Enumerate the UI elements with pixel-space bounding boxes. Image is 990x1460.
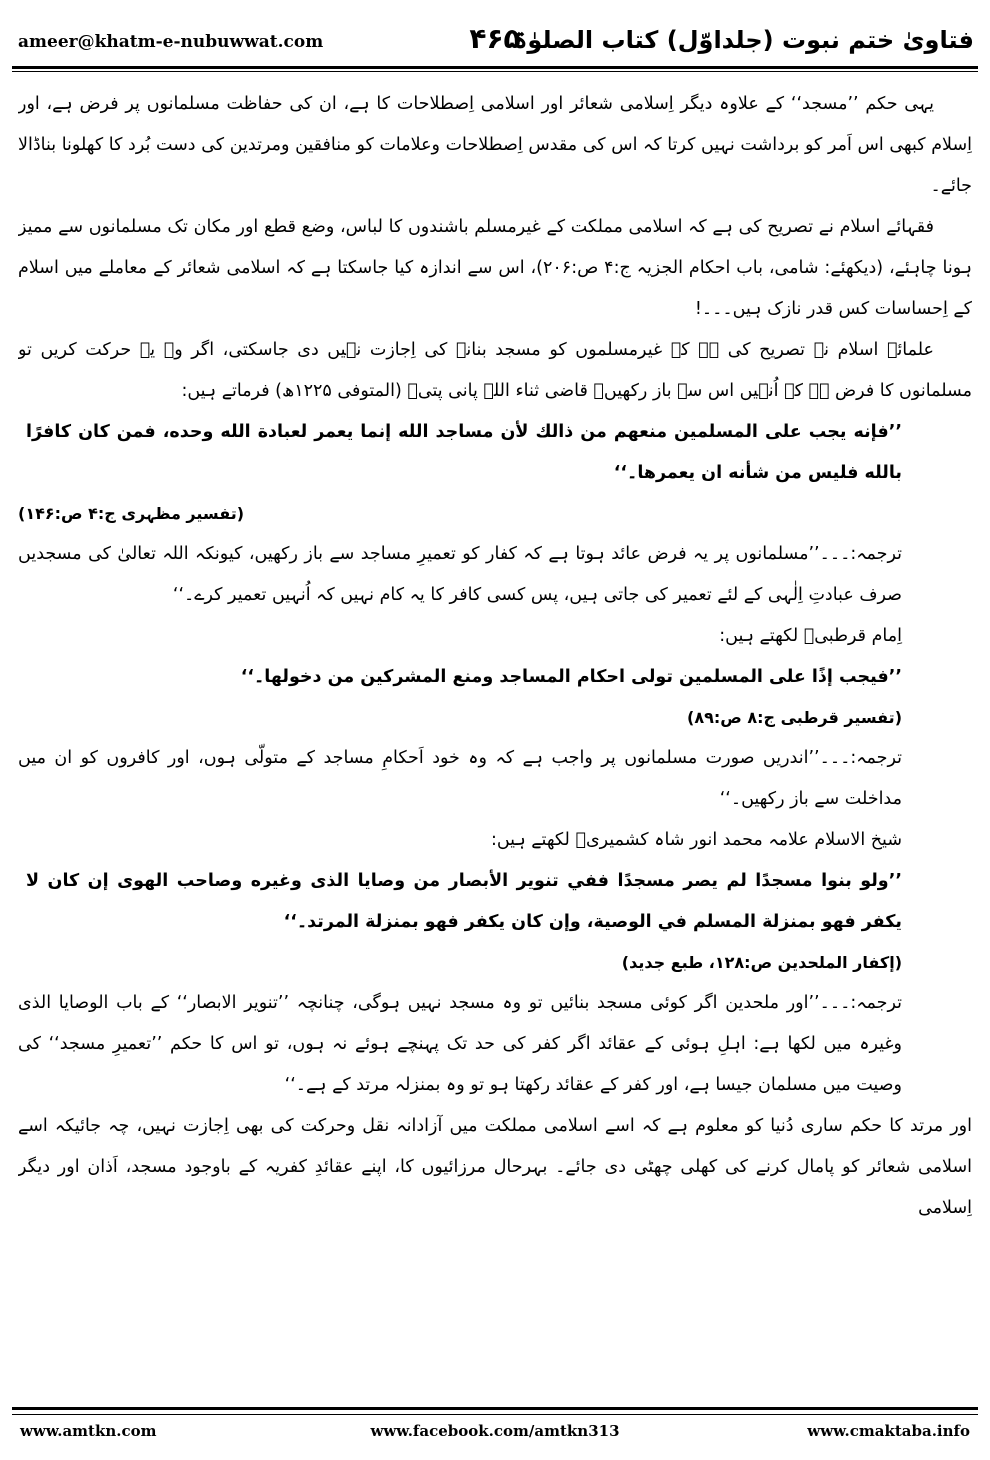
- book-title: فتاویٰ ختم نبوت (جلداوّل) کتاب الصلوٰۃ: [513, 26, 974, 54]
- footer-link-amtkn[interactable]: www.amtkn.com: [20, 1422, 157, 1440]
- translation-3: ترجمہ:۔۔۔’’اور ملحدین اگر کوئی مسجد بنائیں تو وہ مسجد نہیں ہوگی، چنانچہ ’’تنویر الابصار‘‘ کے باب الوصایا الذی وغیرہ میں لکھا ہے: اہلِ ہوئی کے عقائد اگر کفر کی حد تک پہنچے ہوئے نہ ہوں، تو اس کا حکم ’’تعمیرِ مسجد‘‘ کی وصیت میں مسلمان جیسا ہے، اور کفر کے عقائد رکھتا ہو تو وہ بمنزلہ مرتد کے ہے۔‘‘: [18, 993, 902, 1095]
- translation-2: ترجمہ:۔۔۔’’اندریں صورت مسلمانوں پر واجب ہے کہ وہ خود اَحکامِ مساجد کے متولّی ہوں، اور کافروں کو ان میں مداخلت سے باز رکھیں۔‘‘: [18, 748, 902, 809]
- arabic-quote-1: ’’فإنه يجب على المسلمين منعهم من ذالك لأن مساجد الله إنما يعمر لعبادة الله وحده، فمن كان كافرًا بالله فليس من شأنه ان يعمرها۔‘‘: [26, 422, 902, 483]
- paragraph-3: علمائے اسلام نے تصریح کی ہے کہ غیرمسلموں کو مسجد بنانے کی اِجازت نہیں دی جاسکتی، اگر وہ یہ حرکت کریں تو مسلمانوں کا فرض ہے کہ اُنہیں اس سے باز رکھیں۔ قاضی ثناء اللہ پانی پتیؒ (المتوفی ۱۲۲۵ھ) فرماتے ہیں:: [18, 340, 972, 401]
- header-rule-thick: [12, 66, 978, 69]
- header-rule-thin: [12, 71, 978, 72]
- arabic-quote-3: ’’ولو بنوا مسجدًا لم يصر مسجدًا ففي تنوير الأبصار من وصايا الذى وغيره وصاحب الهوى إن كان لا يكفر فهو بمنزلة المسلم في الوصية، وإن كان يكفر فهو بمنزلة المرتد۔‘‘: [26, 871, 902, 932]
- footer-rule-thin: [12, 1414, 978, 1415]
- page-number: ۴۶۵: [469, 22, 521, 55]
- paragraph-5: شیخ الاسلام علامہ محمد انور شاہ کشمیریؒ لکھتے ہیں:: [490, 830, 902, 850]
- quote-3-reference: (إكفار الملحدين ص:۱۲۸، طبع جديد): [621, 953, 902, 972]
- footer-rule-thick: [12, 1407, 978, 1410]
- footer-link-facebook[interactable]: www.facebook.com/amtkn313: [370, 1422, 620, 1440]
- page-footer: [12, 1422, 978, 1444]
- translation-1: ترجمہ:۔۔۔’’مسلمانوں پر یہ فرض عائد ہوتا ہے کہ کفار کو تعمیرِ مساجد سے باز رکھیں، کیونکہ اللہ تعالیٰ کی مسجدیں صرف عبادتِ اِلٰہی کے لئے تعمیر کی جاتی ہیں، پس کسی کافر کا یہ کام نہیں کہ اُنہیں تعمیر کرے۔‘‘: [18, 544, 902, 605]
- arabic-quote-2: ’’فيجب إذًا على المسلمين تولى احكام المساجد ومنع المشركين من دخولها۔‘‘: [240, 667, 902, 687]
- page-header: [12, 14, 978, 64]
- header-email[interactable]: ameer@khatm-e-nubuwwat.com: [18, 32, 324, 52]
- page-body: [18, 84, 972, 1390]
- paragraph-2: فقہائے اسلام نے تصریح کی ہے کہ اسلامی مملکت کے غیرمسلم باشندوں کا لباس، وضع قطع اور مکان تک مسلمانوں سے ممیز ہونا چاہئے، (دیکھئے: شامی، باب احکام الجزیہ ج:۴ ص:۲۰۶)، اس سے اندازہ کیا جاسکتا ہے کہ اسلامی شعائر کے معاملے میں اسلام کے اِحساسات کس قدر نازک ہیں۔۔۔!: [18, 217, 972, 319]
- quote-2-reference: (تفسیر قرطبی ج:۸ ص:۸۹): [687, 708, 902, 727]
- quote-1-reference: (تفسیر مظہری ج:۴ ص:۱۴۶): [18, 504, 245, 523]
- paragraph-1: یہی حکم ’’مسجد‘‘ کے علاوہ دیگر اِسلامی شعائر اور اسلامی اِصطلاحات کا ہے، ان کی حفاظت مسلمانوں پر فرض ہے، اور اِسلام کبھی اس اَمر کو برداشت نہیں کرتا کہ اس کی مقدس اِصطلاحات وعلامات کو منافقین ومرتدین کی دست بُرد کا کھلونا بناڈالا جائے۔: [18, 94, 972, 196]
- paragraph-4: اِمام قرطبیؒ لکھتے ہیں:: [719, 626, 902, 646]
- paragraph-6: اور مرتد کا حکم ساری دُنیا کو معلوم ہے کہ اسے اسلامی مملکت میں آزادانہ نقل وحرکت کی بھی اِجازت نہیں، چہ جائیکہ اسے اسلامی شعائر کو پامال کرنے کی کھلی چھٹی دی جائے۔ بہرحال مرزائیوں کا، اپنے عقائدِ کفریہ کے باوجود مسجد، اَذان اور دیگر اِسلامی: [18, 1116, 972, 1218]
- footer-link-cmaktaba[interactable]: www.cmaktaba.info: [807, 1422, 970, 1440]
